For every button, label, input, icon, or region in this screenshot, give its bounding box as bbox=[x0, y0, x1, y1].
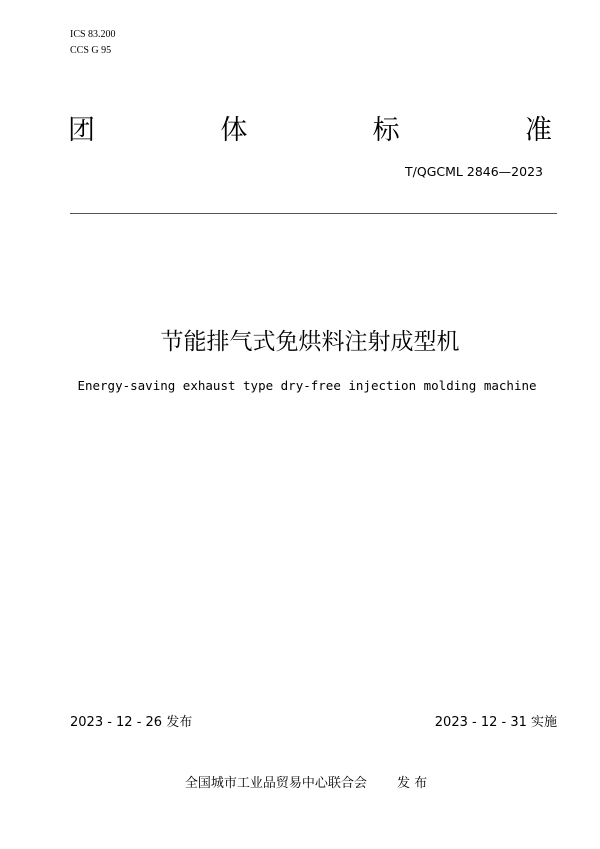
doc-type-char: 体 bbox=[220, 115, 248, 146]
header-divider bbox=[70, 213, 557, 214]
standard-number: T/QGCML 2846—2023 bbox=[405, 164, 543, 179]
implementation-date: 2023 - 12 - 31 实施 bbox=[434, 715, 557, 730]
title-english: Energy-saving exhaust type dry-free injection molding machine bbox=[77, 378, 537, 393]
doc-type-char: 准 bbox=[524, 115, 552, 146]
title-chinese: 节能排气式免烘料注射成型机 bbox=[160, 329, 460, 355]
document-type-heading bbox=[68, 114, 552, 148]
ccs-code: CCS G 95 bbox=[70, 45, 112, 56]
publisher-line bbox=[0, 775, 600, 793]
publish-action: 发 布 bbox=[396, 776, 428, 791]
doc-type-char: 团 bbox=[68, 115, 95, 146]
ics-code: ICS 83.200 bbox=[70, 29, 116, 40]
publisher-name: 全国城市工业品贸易中心联合会 bbox=[184, 776, 367, 791]
issue-date: 2023 - 12 - 26 发布 bbox=[70, 715, 193, 730]
doc-type-char: 标 bbox=[372, 115, 400, 146]
